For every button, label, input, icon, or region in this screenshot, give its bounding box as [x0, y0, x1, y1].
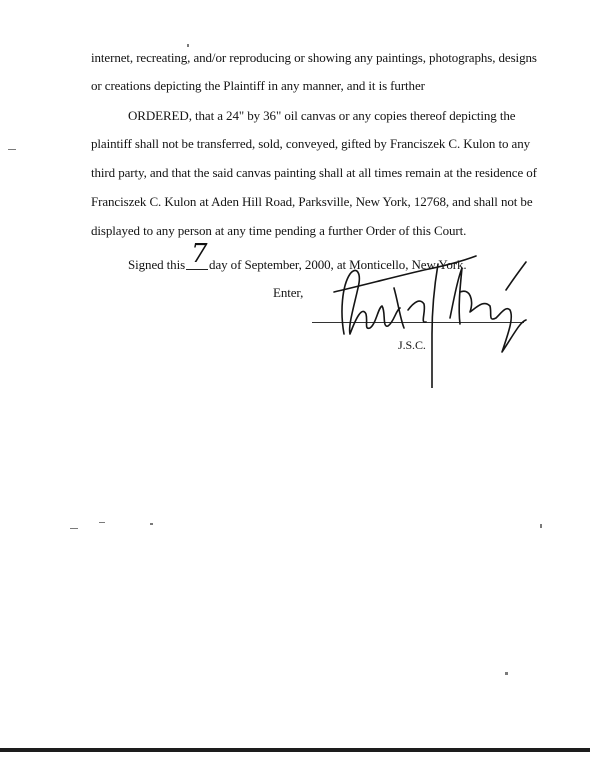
order-text-line-7: displayed to any person at any time pending a further Order of this Court.: [91, 223, 467, 238]
order-text-line-4: plaintiff shall not be transferred, sold, conveyed, gifted by Franciszek C. Kulon to any: [91, 136, 530, 151]
scan-speck: [8, 149, 16, 150]
signed-prefix: Signed this: [128, 257, 186, 272]
order-text-line-3: ORDERED, that a 24" by 36" oil canvas or any copies thereof depicting the: [128, 108, 516, 123]
enter-label: Enter,: [273, 285, 304, 300]
judge-title: J.S.C.: [398, 338, 426, 352]
scan-speck: [187, 44, 189, 47]
scan-speck: [540, 524, 542, 528]
signed-suffix: day of September, 2000, at Monticello, New York.: [209, 257, 467, 272]
scan-speck: [70, 528, 78, 529]
order-text-line-1: internet, recreating, and/or reproducing or showing any paintings, photographs, designs: [91, 50, 537, 65]
order-text-line-5: third party, and that the said canvas painting shall at all times remain at the residence of: [91, 165, 537, 180]
handwritten-day: 7: [191, 239, 208, 269]
order-text-line-2: or creations depicting the Plaintiff in any manner, and it is further: [91, 78, 425, 93]
order-text-line-6: Franciszek C. Kulon at Aden Hill Road, Parksville, New York, 12768, and shall not be: [91, 194, 533, 209]
scan-speck: [505, 672, 508, 675]
page-bottom-edge: [0, 748, 590, 752]
day-blank: [186, 239, 208, 269]
scan-speck: [150, 523, 153, 525]
judge-signature: [320, 248, 540, 388]
scan-speck: [99, 522, 105, 523]
